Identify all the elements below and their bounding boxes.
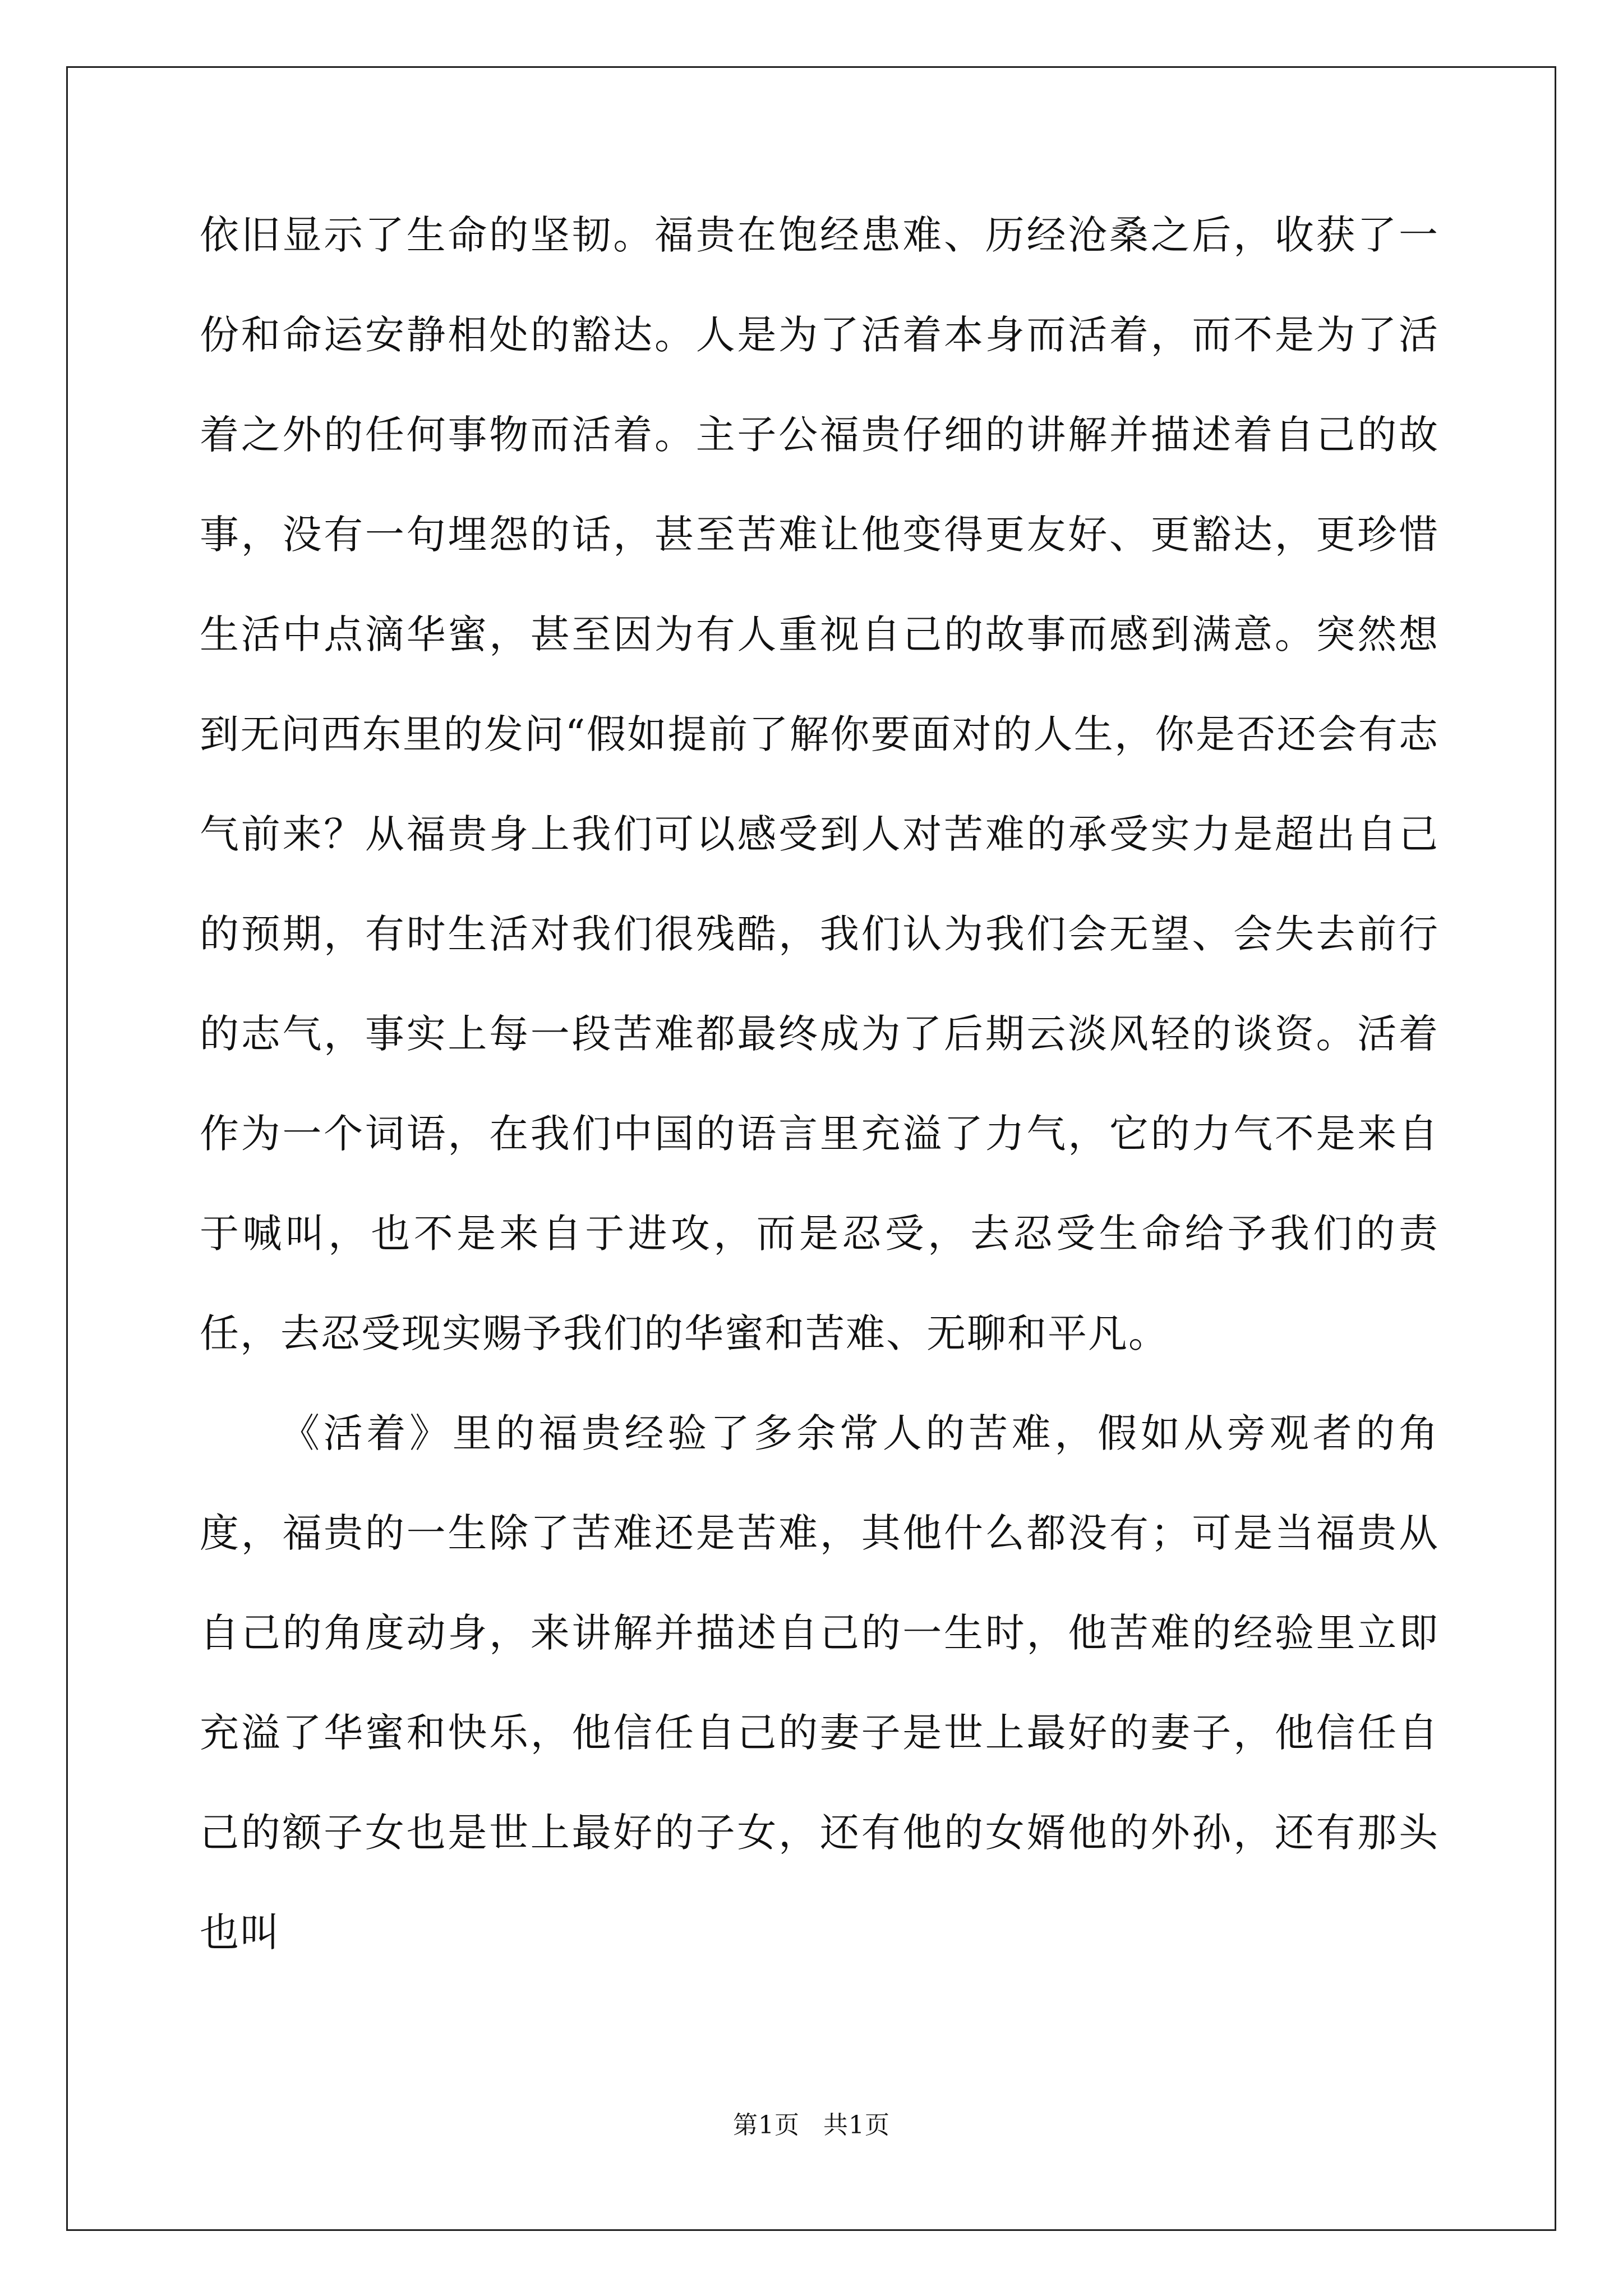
page-number: 第1页	[733, 2111, 800, 2139]
body-paragraph: 《活着》里的福贵经验了多余常人的苦难，假如从旁观者的角度，福贵的一生除了苦难还是苦难，其他什么都没有；可是当福贵从自己的角度动身，来讲解并描述自己的一生时，他苦难的经验里立即充溢了华蜜和快乐，他信任自己的妻子是世上最好的妻子，他信任自己的额子女也是世上最好的子女，还有他的女婿他的外孙，还有那头也叫	[200, 1410, 1439, 1955]
page-footer	[0, 2109, 1623, 2142]
body-paragraph: 依旧显示了生命的坚韧。福贵在饱经患难、历经沧桑之后，收获了一份和命运安静相处的豁达。人是为了活着本身而活着，而不是为了活着之外的任何事物而活着。主子公福贵仔细的讲解并描述着自己的故事，没有一句埋怨的话，甚至苦难让他变得更友好、更豁达，更珍惜生活中点滴华蜜，甚至因为有人重视自己的故事而感到满意。突然想到无问西东里的发问“假如提前了解你要面对的人生，你是否还会有志气前来？从福贵身上我们可以感受到人对苦难的承受实力是超出自己的预期，有时生活对我们很残酷，我们认为我们会无望、会失去前行的志气，事实上每一段苦难都最终成为了后期云淡风轻的谈资。活着作为一个词语，在我们中国的语言里充溢了力气，它的力气不是来自于喊叫，也不是来自于进攻，而是忍受，去忍受生命给予我们的责任，去忍受现实赐予我们的华蜜和苦难、无聊和平凡。	[200, 212, 1439, 1356]
page-total: 共1页	[823, 2111, 890, 2139]
document-body	[200, 185, 1439, 1982]
